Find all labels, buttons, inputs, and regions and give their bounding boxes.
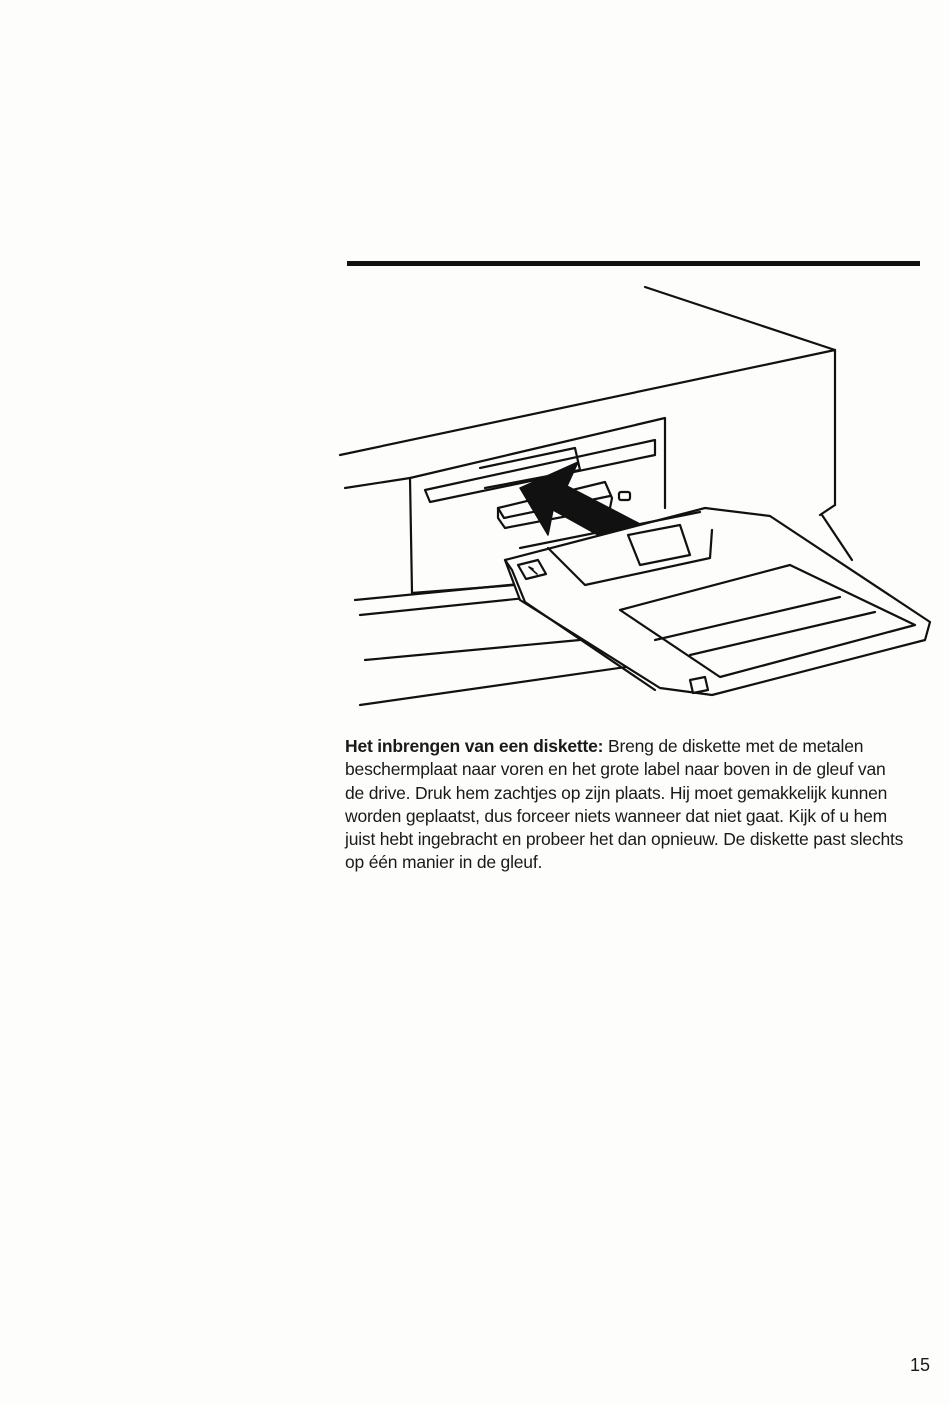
caption-body: Breng de diskette met de metalen beschermplaat naar voren en het grote label naar boven in de gleuf van de drive. Druk hem zachtjes op zijn plaats. Hij moet gemakkelijk kunnen worden geplaatst, dus forceer niets wanneer dat niet gaat. Kijk of u hem juist hebt ingebracht en probeer het dan opnieuw. De diskette past slechts op één manier in de gleuf. — [345, 736, 904, 873]
page-number: 15 — [909, 1355, 930, 1375]
diskette-insertion-illustration — [330, 280, 950, 720]
section-rule — [347, 261, 920, 266]
diskette-drawing — [505, 508, 930, 695]
caption-lead: Het inbrengen van een diskette: — [345, 736, 604, 756]
instruction-caption — [345, 735, 905, 875]
